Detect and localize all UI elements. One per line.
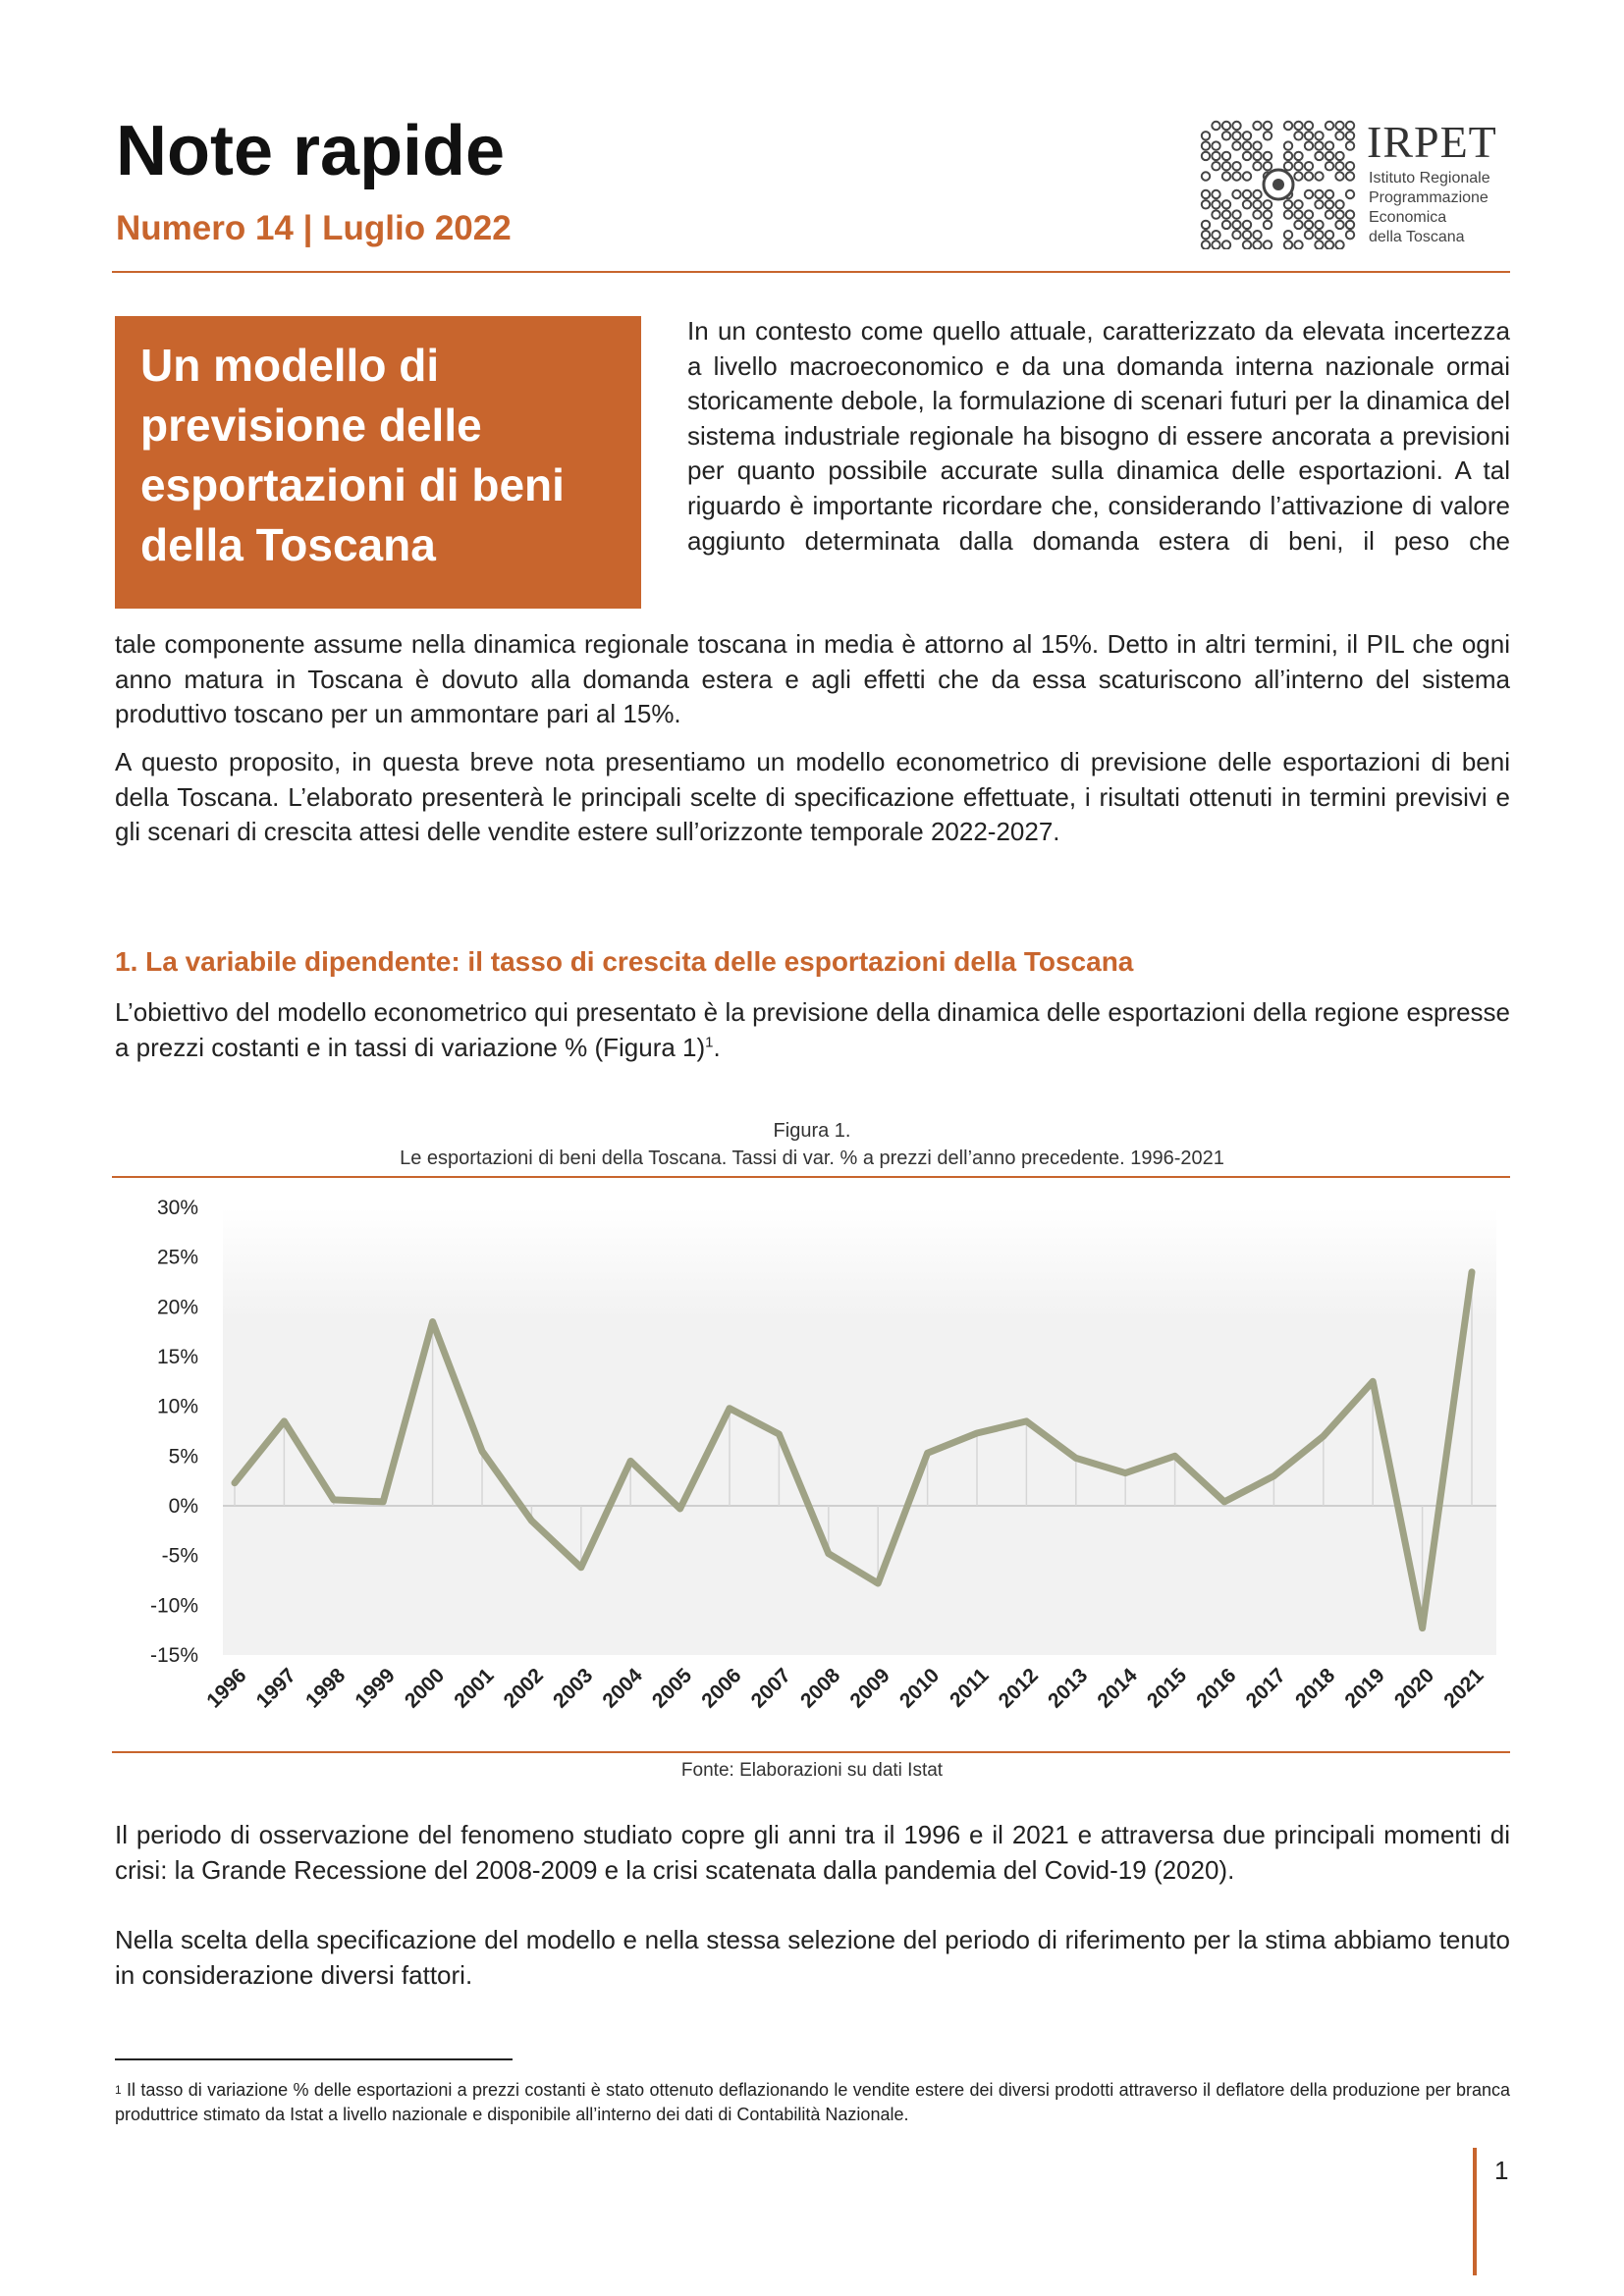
x-tick-label: 2013 [1044, 1664, 1093, 1713]
logo-tile [1335, 200, 1343, 208]
x-tick-label: 2004 [598, 1664, 647, 1713]
x-tick-label: 1996 [202, 1664, 251, 1713]
footnote-mark: 1 [115, 2083, 122, 2097]
issue-subtitle: Numero 14 | Luglio 2022 [116, 209, 512, 247]
logo-tile [1335, 240, 1343, 248]
logo-tile [1243, 152, 1251, 160]
data-point [677, 1506, 682, 1512]
x-tick-label: 2015 [1142, 1664, 1192, 1713]
logo-tile [1346, 132, 1354, 139]
document-title: Note rapide [116, 112, 506, 190]
data-point [924, 1450, 930, 1456]
logo-tile [1264, 240, 1272, 248]
plot-area [223, 1207, 1496, 1655]
logo-tile [1212, 231, 1219, 239]
logo-tile [1315, 240, 1323, 248]
data-point [1221, 1499, 1227, 1505]
logo-text [1369, 169, 1490, 247]
logo-tile-group [1202, 122, 1272, 181]
logo-tile [1202, 200, 1210, 208]
header-divider [112, 271, 1510, 273]
logo-tile [1222, 210, 1230, 218]
logo-tile [1305, 190, 1313, 198]
logo-tile [1212, 200, 1219, 208]
y-tick-label: -5% [161, 1544, 198, 1568]
logo-tile [1243, 221, 1251, 229]
data-point [1073, 1455, 1079, 1461]
section-paragraph-end: . [713, 1032, 721, 1062]
page-number: 1 [1494, 2156, 1509, 2185]
data-point [1321, 1433, 1326, 1439]
logo-tile [1253, 210, 1261, 218]
logo-tile [1284, 141, 1292, 149]
logo-tile [1335, 132, 1343, 139]
x-tick-label: 2005 [647, 1664, 697, 1713]
section-paragraph-text: L’obiettivo del modello econometrico qui presentato è la previsione della dinamica delle esportazioni della regione espresse a prezzi costanti e in tassi di variazione % (Figura 1) [115, 997, 1510, 1062]
logo-tile [1202, 172, 1210, 180]
logo-tile [1326, 141, 1333, 149]
logo-tile [1326, 162, 1333, 170]
data-point [429, 1318, 435, 1324]
logo-tile [1232, 231, 1240, 239]
data-point [1469, 1269, 1475, 1275]
logo-tile [1305, 221, 1313, 229]
logo-tile [1305, 141, 1313, 149]
x-tick-label: 2012 [994, 1664, 1043, 1713]
data-point [1271, 1472, 1276, 1478]
logo-tile [1222, 172, 1230, 180]
logo-line: Istituto Regionale [1369, 170, 1490, 187]
logo-tile [1346, 172, 1354, 180]
footnote-divider [115, 2058, 513, 2060]
data-point [479, 1448, 485, 1454]
logo-tile [1326, 190, 1333, 198]
logo-tile [1346, 162, 1354, 170]
data-point [627, 1458, 633, 1464]
logo-tile [1232, 141, 1240, 149]
logo-tile [1253, 231, 1261, 239]
logo-tile [1305, 172, 1313, 180]
data-point [727, 1405, 732, 1411]
x-tick-label: 2000 [400, 1664, 450, 1713]
intro-paragraph-part-c: A questo proposito, in questa breve nota presentiamo un modello econometrico di previsione delle esportazioni di beni della Toscana. L’elaborato presenterà le principali scelte di specificazione effettuate, i risultati ottenuti in termini previsivi e gli scenari di crescita attesi delle vendite estere sull’orizzonte temporale 2022-2027. [115, 747, 1510, 847]
logo-tile [1222, 240, 1230, 248]
y-tick-label: 5% [168, 1445, 198, 1468]
logo-tile [1232, 210, 1240, 218]
logo-tile [1346, 190, 1354, 198]
logo-tile [1284, 240, 1292, 248]
section-heading: 1. La variabile dipendente: il tasso di crescita delle esportazioni della Toscana [115, 946, 1134, 977]
logo-tile [1326, 240, 1333, 248]
logo-tile [1335, 122, 1343, 130]
x-tick-label: 2003 [549, 1664, 598, 1713]
logo-tile [1222, 132, 1230, 139]
logo-tile [1294, 152, 1302, 160]
x-tick-label: 2020 [1389, 1664, 1439, 1713]
headline: Un modello di previsione delle esportazioni di beni della Toscana [140, 340, 565, 570]
irpet-logo [1200, 117, 1514, 253]
logo-tile [1222, 200, 1230, 208]
data-point [875, 1580, 881, 1586]
logo-tile [1294, 132, 1302, 139]
logo-tile [1253, 152, 1261, 160]
logo-tile [1294, 210, 1302, 218]
logo-tile [1315, 200, 1323, 208]
logo-tile [1335, 152, 1343, 160]
logo-tile [1305, 132, 1313, 139]
logo-tile [1212, 162, 1219, 170]
logo-tile [1315, 172, 1323, 180]
x-tick-label: 1999 [351, 1664, 400, 1713]
logo-tile [1202, 221, 1210, 229]
logo-tile [1264, 210, 1272, 218]
x-tick-label: 2006 [697, 1664, 746, 1713]
logo-tile [1294, 200, 1302, 208]
y-tick-label: -10% [149, 1594, 198, 1618]
logo-tile-group [1284, 190, 1354, 249]
logo-tile-group [1284, 122, 1354, 181]
section-paragraph [115, 995, 1510, 1065]
data-point [578, 1565, 584, 1571]
footnote [115, 2078, 1510, 2127]
logo-tile [1284, 162, 1292, 170]
logo-tile [1294, 162, 1302, 170]
x-tick-label: 1997 [251, 1664, 300, 1713]
logo-tile [1253, 141, 1261, 149]
logo-tile [1264, 200, 1272, 208]
logo-tile [1346, 231, 1354, 239]
logo-tile [1212, 122, 1219, 130]
y-tick-label: 25% [156, 1246, 198, 1269]
logo-tile-group [1202, 190, 1272, 249]
logo-tile [1284, 231, 1292, 239]
logo-tile [1284, 152, 1292, 160]
data-point [331, 1497, 337, 1503]
figure-bottom-rule [112, 1751, 1510, 1753]
logo-tile [1264, 221, 1272, 229]
logo-tile [1315, 152, 1323, 160]
logo-tile [1202, 240, 1210, 248]
data-point [528, 1518, 534, 1523]
data-point [1171, 1453, 1177, 1459]
footnote-text: Il tasso di variazione % delle esportazioni a prezzi costanti è stato ottenuto deflazionando le vendite estere dei diversi prodotti attraverso il deflatore della produzione per branca produttrice stimato da Istat a livello nazionale e disponibile all’interno dei dati di Contabilità Nazionale. [115, 2080, 1510, 2124]
logo-tile [1315, 231, 1323, 239]
data-point [1023, 1418, 1029, 1424]
y-tick-label: 0% [168, 1495, 198, 1518]
data-point [776, 1431, 782, 1437]
logo-tile [1212, 152, 1219, 160]
figure-label: Figura 1. [773, 1120, 851, 1142]
logo-tile [1253, 200, 1261, 208]
logo-tile [1264, 132, 1272, 139]
logo-tile [1232, 122, 1240, 130]
y-tick-label: -15% [149, 1644, 198, 1667]
x-tick-label: 2011 [946, 1664, 994, 1712]
y-tick-label: 10% [156, 1395, 198, 1418]
logo-tile [1326, 200, 1333, 208]
intro-paragraph-part-b: tale componente assume nella dinamica regionale toscana in media è attorno al 15%. Detto in altri termini, il PIL che ogni anno matura in Toscana è dovuto alla domanda estera e agli effetti che da essa scaturiscono all’interno del sistema produttivo toscano per un ammontare pari al 15%. [115, 629, 1510, 729]
logo-tile [1326, 122, 1333, 130]
logo-tile [1202, 132, 1210, 139]
logo-tile [1315, 141, 1323, 149]
logo-tile [1264, 122, 1272, 130]
logo-tile [1294, 122, 1302, 130]
logo-tile [1305, 231, 1313, 239]
logo-tile [1346, 221, 1354, 229]
logo-tile [1202, 231, 1210, 239]
x-tick-label: 2008 [796, 1664, 845, 1713]
logo-tile [1232, 172, 1240, 180]
data-point [1370, 1378, 1376, 1384]
logo-tile [1346, 122, 1354, 130]
logo-tile [1222, 162, 1230, 170]
y-tick-label: 30% [156, 1197, 198, 1219]
logo-line: Economica [1369, 209, 1447, 226]
logo-tile [1253, 162, 1261, 170]
logo-tile [1243, 132, 1251, 139]
logo-tile [1243, 190, 1251, 198]
x-tick-label: 1998 [301, 1664, 351, 1713]
data-point [974, 1430, 980, 1436]
logo-tile [1212, 190, 1219, 198]
logo-tile [1253, 190, 1261, 198]
logo-tile [1346, 210, 1354, 218]
logo-tile [1264, 152, 1272, 160]
logo-tile [1335, 162, 1343, 170]
logo-tile [1284, 122, 1292, 130]
logo-tile [1315, 221, 1323, 229]
logo-tile [1335, 221, 1343, 229]
logo-tile [1305, 210, 1313, 218]
x-tick-label: 2007 [746, 1664, 795, 1713]
logo-tile [1294, 172, 1302, 180]
logo-tile [1346, 141, 1354, 149]
page-number-bar [1473, 2148, 1477, 2275]
x-tick-label: 2021 [1439, 1664, 1489, 1713]
logo-tile [1212, 210, 1219, 218]
logo-tile [1315, 190, 1323, 198]
logo-tile [1232, 132, 1240, 139]
figure-source: Fonte: Elaborazioni su dati Istat [680, 1760, 944, 1781]
x-tick-label: 2002 [499, 1664, 548, 1713]
x-tick-label: 2017 [1241, 1664, 1290, 1713]
logo-tile [1243, 200, 1251, 208]
y-tick-label: 15% [156, 1346, 198, 1368]
data-point [281, 1418, 287, 1424]
logo-tile [1232, 221, 1240, 229]
data-point [380, 1499, 386, 1505]
logo-tile [1326, 210, 1333, 218]
x-tick-label: 2009 [845, 1664, 894, 1713]
logo-tile [1253, 240, 1261, 248]
logo-center-dot [1272, 179, 1284, 190]
x-tick-label: 2016 [1192, 1664, 1241, 1713]
logo-tile [1335, 210, 1343, 218]
logo-tile [1253, 122, 1261, 130]
logo-tile [1202, 141, 1210, 149]
logo-tile [1315, 132, 1323, 139]
logo-tile [1202, 152, 1210, 160]
logo-tile [1243, 141, 1251, 149]
body-paragraph: Nella scelta della specificazione del modello e nella stessa selezione del periodo di riferimento per la stima abbiamo tenuto in considerazione diversi fattori. [115, 1925, 1510, 1990]
logo-tile [1326, 152, 1333, 160]
logo-tile [1202, 190, 1210, 198]
logo-tile [1294, 240, 1302, 248]
logo-line: Programmazione [1369, 189, 1489, 206]
logo-tile [1232, 162, 1240, 170]
logo-tile [1305, 122, 1313, 130]
footnote-reference[interactable]: 1 [705, 1033, 714, 1050]
x-tick-label: 2010 [894, 1664, 945, 1713]
logo-tile [1294, 221, 1302, 229]
logo-tile [1305, 162, 1313, 170]
logo-tile [1222, 152, 1230, 160]
headline-box [115, 316, 641, 609]
logo-tile [1284, 200, 1292, 208]
logo-line: della Toscana [1369, 229, 1465, 245]
data-point [1122, 1469, 1128, 1475]
logo-mosaic-icon [1200, 120, 1357, 249]
logo-tile [1264, 162, 1272, 170]
x-tick-label: 2019 [1340, 1664, 1389, 1713]
logo-tile [1243, 172, 1251, 180]
logo-name: IRPET [1367, 117, 1497, 167]
data-point [826, 1550, 832, 1556]
figure-caption: Le esportazioni di beni della Toscana. Tassi di var. % a prezzi dell’anno precedente. 1996-2021 [400, 1148, 1224, 1169]
logo-tile [1222, 122, 1230, 130]
export-growth-line-chart [112, 1178, 1510, 1751]
data-point [1419, 1625, 1425, 1630]
logo-tile [1212, 141, 1219, 149]
logo-tile [1284, 210, 1292, 218]
logo-tile [1243, 240, 1251, 248]
logo-tile [1243, 231, 1251, 239]
y-tick-label: 20% [156, 1296, 198, 1319]
logo-tile [1212, 240, 1219, 248]
logo-tile [1326, 231, 1333, 239]
x-tick-label: 2001 [450, 1664, 499, 1713]
logo-tile [1222, 221, 1230, 229]
data-point [232, 1479, 238, 1485]
intro-paragraph-part-a: In un contesto come quello attuale, caratterizzato da elevata incertezza a livello macroeconomico e da una domanda interna nazionale ormai storicamente debole, la formulazione di scenari futuri per la dinamica del sistema industriale regionale ha bisogno di essere ancorata a previsioni per quanto possibile accurate sulla dinamica delle esportazioni. A tal riguardo è importante ricordare che, considerando l’attivazione di valore aggiunto determinata dalla domanda estera di beni, il peso che [687, 316, 1510, 556]
logo-tile [1335, 172, 1343, 180]
x-tick-label: 2018 [1291, 1664, 1340, 1713]
body-paragraph: Il periodo di osservazione del fenomeno studiato copre gli anni tra il 1996 e il 2021 e attraversa due principali momenti di crisi: la Grande Recessione del 2008-2009 e la crisi scatenata dalla pandemia del Covid-19 (2020). [115, 1820, 1510, 1885]
logo-tile [1232, 190, 1240, 198]
x-tick-label: 2014 [1093, 1664, 1142, 1713]
